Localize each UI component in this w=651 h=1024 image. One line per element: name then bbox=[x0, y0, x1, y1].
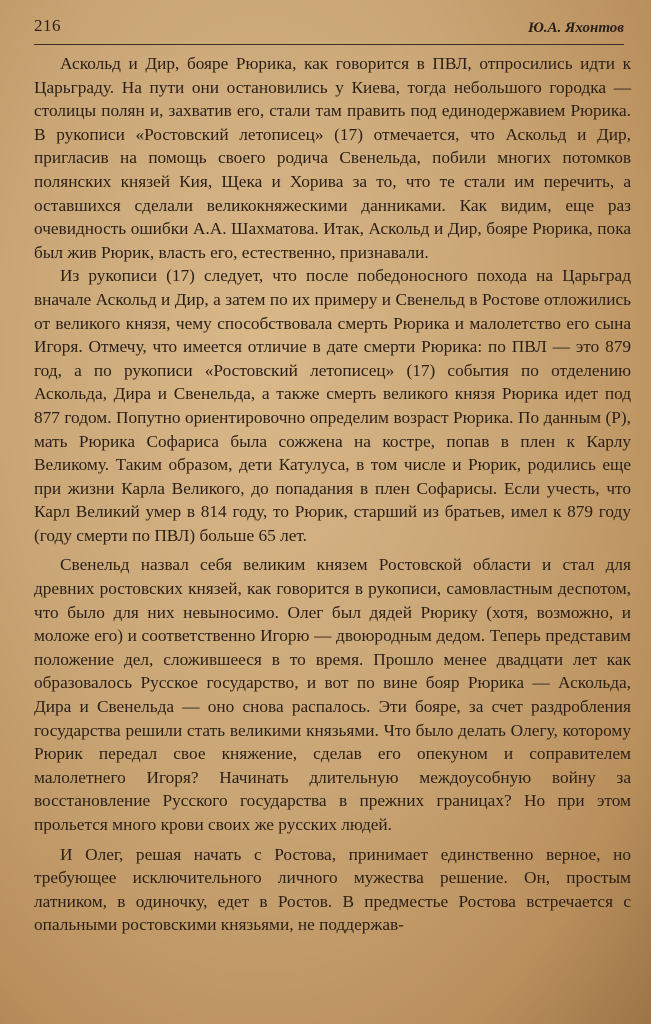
page-number: 216 bbox=[34, 16, 61, 35]
paragraph: Аскольд и Дир, бояре Рюрика, как говорится в ПВЛ, отпросились идти к Царьграду. На пути они остановились у Киева, тогда небольшого городка — столицы полян и, захватив его, стали там править под единодержавием Рюрика. В рукописи «Ростовский летописец» (17) отмечается, что Аскольд и Дир, пригласив на помощь своего родича Свенельда, побили многих потомков полянских князей Кия, Щека и Хорива за то, что те стали им перечить, а оставшихся сделали великокняжескими данниками. Как видим, еще раз очевидность ошибки А.А. Шахматова. Итак, Аскольд и Дир, бояре Рюрика, пока был жив Рюрик, власть его, естественно, признавали. bbox=[34, 54, 631, 262]
body-text bbox=[34, 52, 631, 937]
paragraph: Из рукописи (17) следует, что после победоносного похода на Царьград вначале Аскольд и Дир, а затем по их примеру и Свенельд в Ростове отложились от великого князя, чему способствовала смерть Рюрика и малолетство его сына Игоря. Отмечу, что имеется отличие в дате смерти Рюрика: по ПВЛ — это 879 год, а по рукописи «Ростовский летописец» (17) события по отделению Аскольда, Дира и Свенельда, а также смерть великого князя Рюрика идет под 877 годом. Попутно ориентировочно определим возраст Рюрика. По данным (Р), мать Рюрика Софариса была сожжена на костре, попав в плен к Карлу Великому. Таким образом, дети Катулуса, в том числе и Рюрик, родились еще при жизни Карла Великого, до попадания в плен Софарисы. Если учесть, что Карл Великий умер в 814 году, то Рюрик, старший из братьев, имел к 879 году (году смерти по ПВЛ) больше 65 лет. bbox=[34, 266, 631, 545]
running-head: Ю.А. Яхонтов bbox=[527, 20, 624, 36]
page-header bbox=[34, 14, 624, 45]
paragraph: Свенельд назвал себя великим князем Ростовской области и стал для древних ростовских князей, как говорится в рукописи, самовластным деспотом, что было для них невыносимо. Олег был дядей Рюрику (хотя, возможно, и моложе его) и соответственно Игорю — двоюродным дедом. Теперь представим положение дел, сложившееся в то время. Прошло менее двадцати лет как образовалось Русское государство, и вот по вине бояр Рюрика — Аскольда, Дира и Свенельда — оно снова распалось. Эти бояре, за счет раздробления государства решили стать великими князьями. Что было делать Олегу, которому Рюрик передал свое княжение, сделав его опекуном и соправителем малолетнего Игоря? Начинать длительную междоусобную войну за восстановление Русского государства в прежних границах? Но при этом прольется много крови своих же русских людей. bbox=[34, 555, 631, 834]
paragraph: И Олег, решая начать с Ростова, принимает единственно верное, но требующее исключительного личного мужества решение. Он, простым латником, в одиночку, едет в Ростов. В предместье Ростова встречается с опальными ростовскими князьями, не поддержав- bbox=[34, 844, 631, 935]
